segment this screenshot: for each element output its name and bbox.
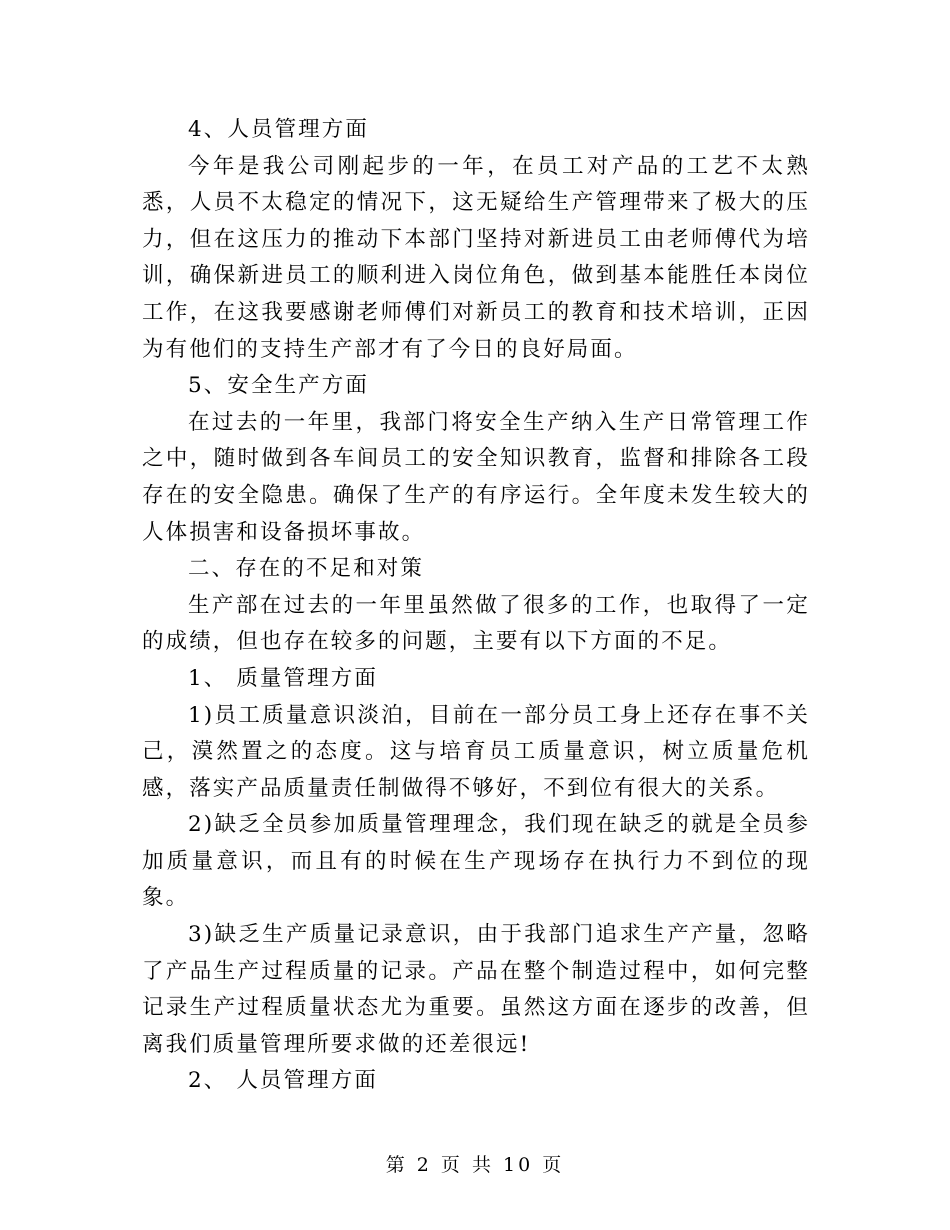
section-heading-safety: 5、安全生产方面 <box>188 373 369 399</box>
section-heading-shortcomings: 二、存在的不足和对策 <box>188 556 425 582</box>
subsection-heading-personnel: 2、 人员管理方面 <box>188 1068 378 1094</box>
paragraph-quality-item-2: 2)缺乏全员参加质量管理理念，我们现在缺乏的就是全员参加质量意识，而且有的时候在生产现场存在执行力不到位的现象。 <box>142 812 810 911</box>
paragraph-safety: 在过去的一年里，我部门将安全生产纳入生产日常管理工作之中，随时做到各车间员工的安全知识教育，监督和排除各工段存在的安全隐患。确保了生产的有序运行。全年度未发生较大的人体损害和设备损坏事故。 <box>142 409 810 545</box>
paragraph-quality-item-3: 3)缺乏生产质量记录意识，由于我部门追求生产产量，忽略了产品生产过程质量的记录。产品在整个制造过程中，如何完整记录生产过程质量状态尤为重要。虽然这方面在逐步的改善，但离我们质量管理所要求做的还差很远! <box>142 922 810 1057</box>
subsection-heading-quality: 1、 质量管理方面 <box>188 665 378 691</box>
paragraph-shortcomings-intro: 生产部在过去的一年里虽然做了很多的工作，也取得了一定的成绩，但也存在较多的问题，主要有以下方面的不足。 <box>142 592 810 655</box>
document-body <box>142 112 810 1100</box>
paragraph-quality-item-1: 1)员工质量意识淡泊，目前在一部分员工身上还存在事不关己，漠然置之的态度。这与培育员工质量意识，树立质量危机感，落实产品质量责任制做得不够好，不到位有很大的关系。 <box>142 702 810 801</box>
paragraph-personnel: 今年是我公司刚起步的一年，在员工对产品的工艺不太熟悉，人员不太稳定的情况下，这无疑给生产管理带来了极大的压力，但在这压力的推动下本部门坚持对新进员工由老师傅代为培训，确保新进员工的顺利进入岗位角色，做到基本能胜任本岗位工作，在这我要感谢老师傅们对新员工的教育和技术培训，正因为有他们的支持生产部才有了今日的良好局面。 <box>142 153 810 362</box>
page-footer: 第 2 页 共 10 页 <box>385 1154 565 1176</box>
section-heading-personnel: 4、人员管理方面 <box>188 117 369 142</box>
